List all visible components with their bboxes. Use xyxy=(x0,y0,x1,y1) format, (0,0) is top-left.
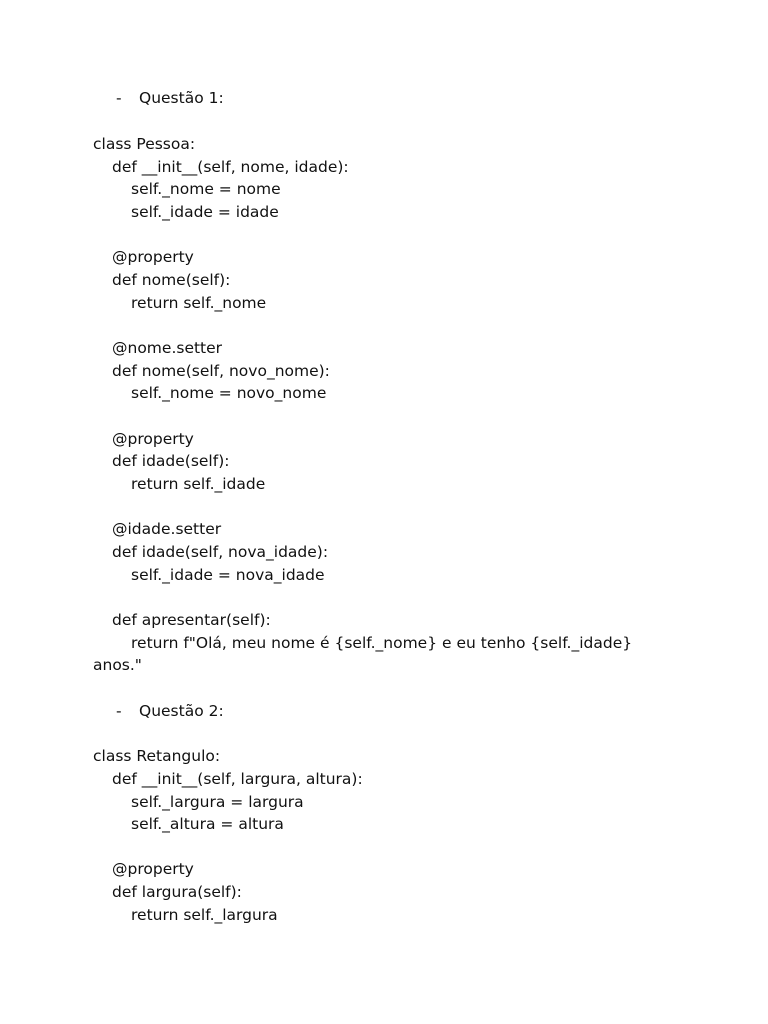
code-line: self._altura = altura xyxy=(131,815,284,833)
code-line: @property xyxy=(112,430,194,448)
code-line: self._nome = nome xyxy=(131,180,281,198)
code-line: def nome(self, novo_nome): xyxy=(112,362,330,380)
code-line: anos." xyxy=(93,656,142,674)
code-line: self._idade = nova_idade xyxy=(131,566,325,584)
code-line: @nome.setter xyxy=(112,339,223,357)
bullet-dash: - xyxy=(116,702,122,720)
code-line: def __init__(self, largura, altura): xyxy=(112,770,363,788)
code-line: self._largura = largura xyxy=(131,793,304,811)
code-line: return self._nome xyxy=(131,294,267,312)
code-line: @property xyxy=(112,860,194,878)
code-line: return self._largura xyxy=(131,906,278,924)
code-line: def apresentar(self): xyxy=(112,611,271,629)
question-heading: Questão 2: xyxy=(139,702,224,720)
code-line: def idade(self): xyxy=(112,452,230,470)
code-line: def largura(self): xyxy=(112,883,242,901)
code-line: class Pessoa: xyxy=(93,135,196,153)
code-line: self._idade = idade xyxy=(131,203,279,221)
bullet-dash: - xyxy=(116,89,122,107)
question-heading: Questão 1: xyxy=(139,89,224,107)
code-line: @idade.setter xyxy=(112,520,222,538)
code-line: def idade(self, nova_idade): xyxy=(112,543,329,561)
code-line: @property xyxy=(112,248,194,266)
code-line: class Retangulo: xyxy=(93,747,221,765)
code-line: self._nome = novo_nome xyxy=(131,384,327,402)
code-line: return self._idade xyxy=(131,475,266,493)
code-line: return f"Olá, meu nome é {self._nome} e eu tenho {self._idade} xyxy=(131,634,633,652)
code-line: def nome(self): xyxy=(112,271,231,289)
code-line: def __init__(self, nome, idade): xyxy=(112,158,349,176)
